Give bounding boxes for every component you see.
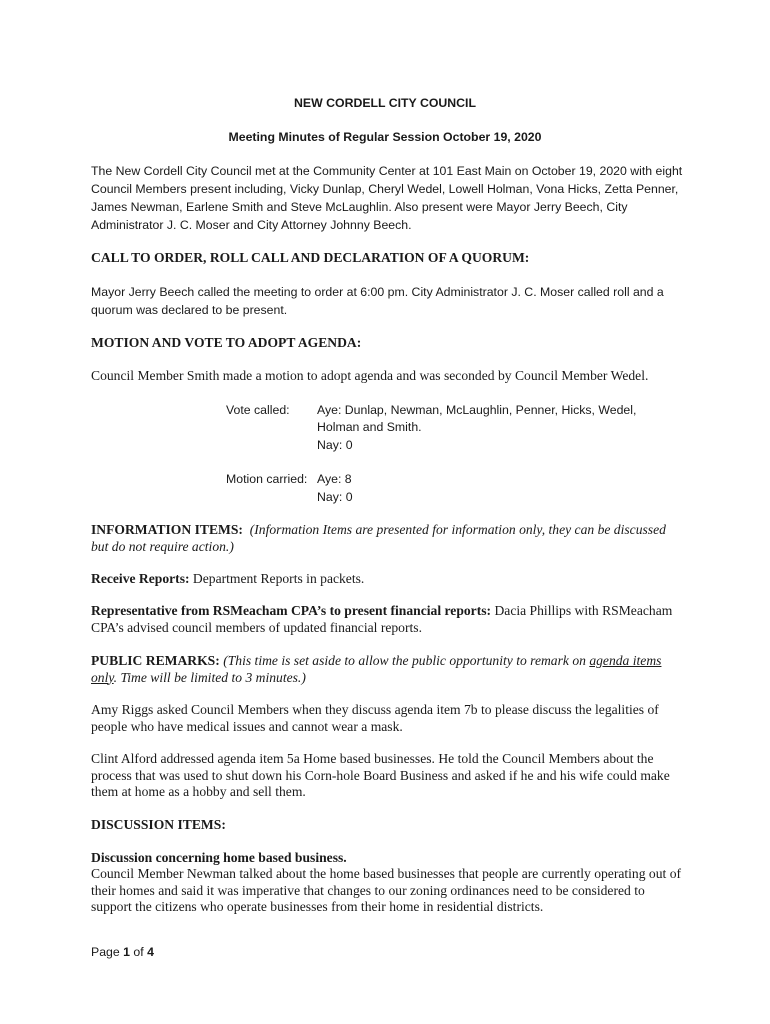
public-remarks-note-end: . Time will be limited to 3 minutes.) <box>113 669 306 685</box>
receive-reports-text: Department Reports in packets. <box>192 571 365 586</box>
meeting-subtitle: Meeting Minutes of Regular Session October 19, 2020 <box>228 130 542 144</box>
intro-paragraph: The New Cordell City Council met at the Community Center at 101 East Main on October 19, 2020 with eight Council Members present including, Vicky Dunlap, Cheryl Wedel, Lowell Holman, Vona Hicks, Zetta Penner, James Newman, Earlene Smith and Steve McLaughlin. Also present were Mayor Jerry Beech, City Administrator J. C. Moser and City Attorney Johnny Beech. <box>91 164 683 232</box>
discussion-text: Council Member Newman talked about the home based businesses that people are currently operating out of their homes and said it was imperative that changes to our zoning ordinances need to be considered to support the citizens who operate businesses from their home in residential districts. <box>91 866 682 914</box>
page-number: 1 <box>123 945 130 959</box>
public-remarks-note-start: (This time is set aside to allow the public opportunity to remark on <box>223 653 586 668</box>
information-items-paragraph <box>91 522 683 555</box>
information-items-note: (Information Items are presented for information only, they can be discussed but do not require action.) <box>91 522 666 554</box>
discussion-items-heading: DISCUSSION ITEMS: <box>91 817 226 832</box>
rsmeacham-text: Dacia Phillips with RSMeacham CPA’s advised council members of updated financial reports. <box>91 603 673 635</box>
rsmeacham-label: Representative from RSMeacham CPA’s to present financial reports: <box>91 603 492 618</box>
public-remarks-agenda-link: agenda items only <box>91 653 662 685</box>
page-total: 4 <box>147 945 154 959</box>
vote-nay: Nay: 0 <box>317 438 353 452</box>
call-to-order-heading: CALL TO ORDER, ROLL CALL AND DECLARATION OF A QUORUM: <box>91 250 530 265</box>
discussion-subheading: Discussion concerning home based business. <box>91 850 347 865</box>
amy-riggs-paragraph: Amy Riggs asked Council Members when they discuss agenda item 7b to please discuss the legalities of people who have medical issues and cannot wear a mask. <box>91 702 659 734</box>
public-remarks-paragraph <box>91 653 683 686</box>
vote-aye-line2: Holman and Smith. <box>317 420 422 434</box>
receive-reports-label: Receive Reports: <box>91 571 190 586</box>
page-footer <box>91 943 154 961</box>
council-title: NEW CORDELL CITY COUNCIL <box>294 96 476 110</box>
of-word: of <box>133 945 144 959</box>
motion-carried-aye: Aye: 8 <box>317 472 352 486</box>
motion-carried-label: Motion carried: <box>226 472 308 486</box>
page-word: Page <box>91 945 120 959</box>
adopt-agenda-heading: MOTION AND VOTE TO ADOPT AGENDA: <box>91 335 362 350</box>
motion-carried-nay: Nay: 0 <box>317 490 353 504</box>
clint-alford-paragraph: Clint Alford addressed agenda item 5a Home based businesses. He told the Council Members about the process that was used to shut down his Corn-hole Board Business and asked if he and his wife could make them at home as a hobby and sell them. <box>91 751 670 799</box>
vote-aye-line1: Aye: Dunlap, Newman, McLaughlin, Penner, Hicks, Wedel, <box>317 403 637 417</box>
call-to-order-text: Mayor Jerry Beech called the meeting to order at 6:00 pm. City Administrator J. C. Moser called roll and a quorum was declared to be present. <box>91 285 664 317</box>
public-remarks-heading: PUBLIC REMARKS: <box>91 653 220 668</box>
vote-called-label: Vote called: <box>226 403 290 417</box>
receive-reports-paragraph <box>91 571 683 588</box>
adopt-agenda-text: Council Member Smith made a motion to adopt agenda and was seconded by Council Member Wedel. <box>91 368 649 383</box>
rsmeacham-paragraph <box>91 603 683 636</box>
information-items-heading: INFORMATION ITEMS: <box>91 522 243 537</box>
